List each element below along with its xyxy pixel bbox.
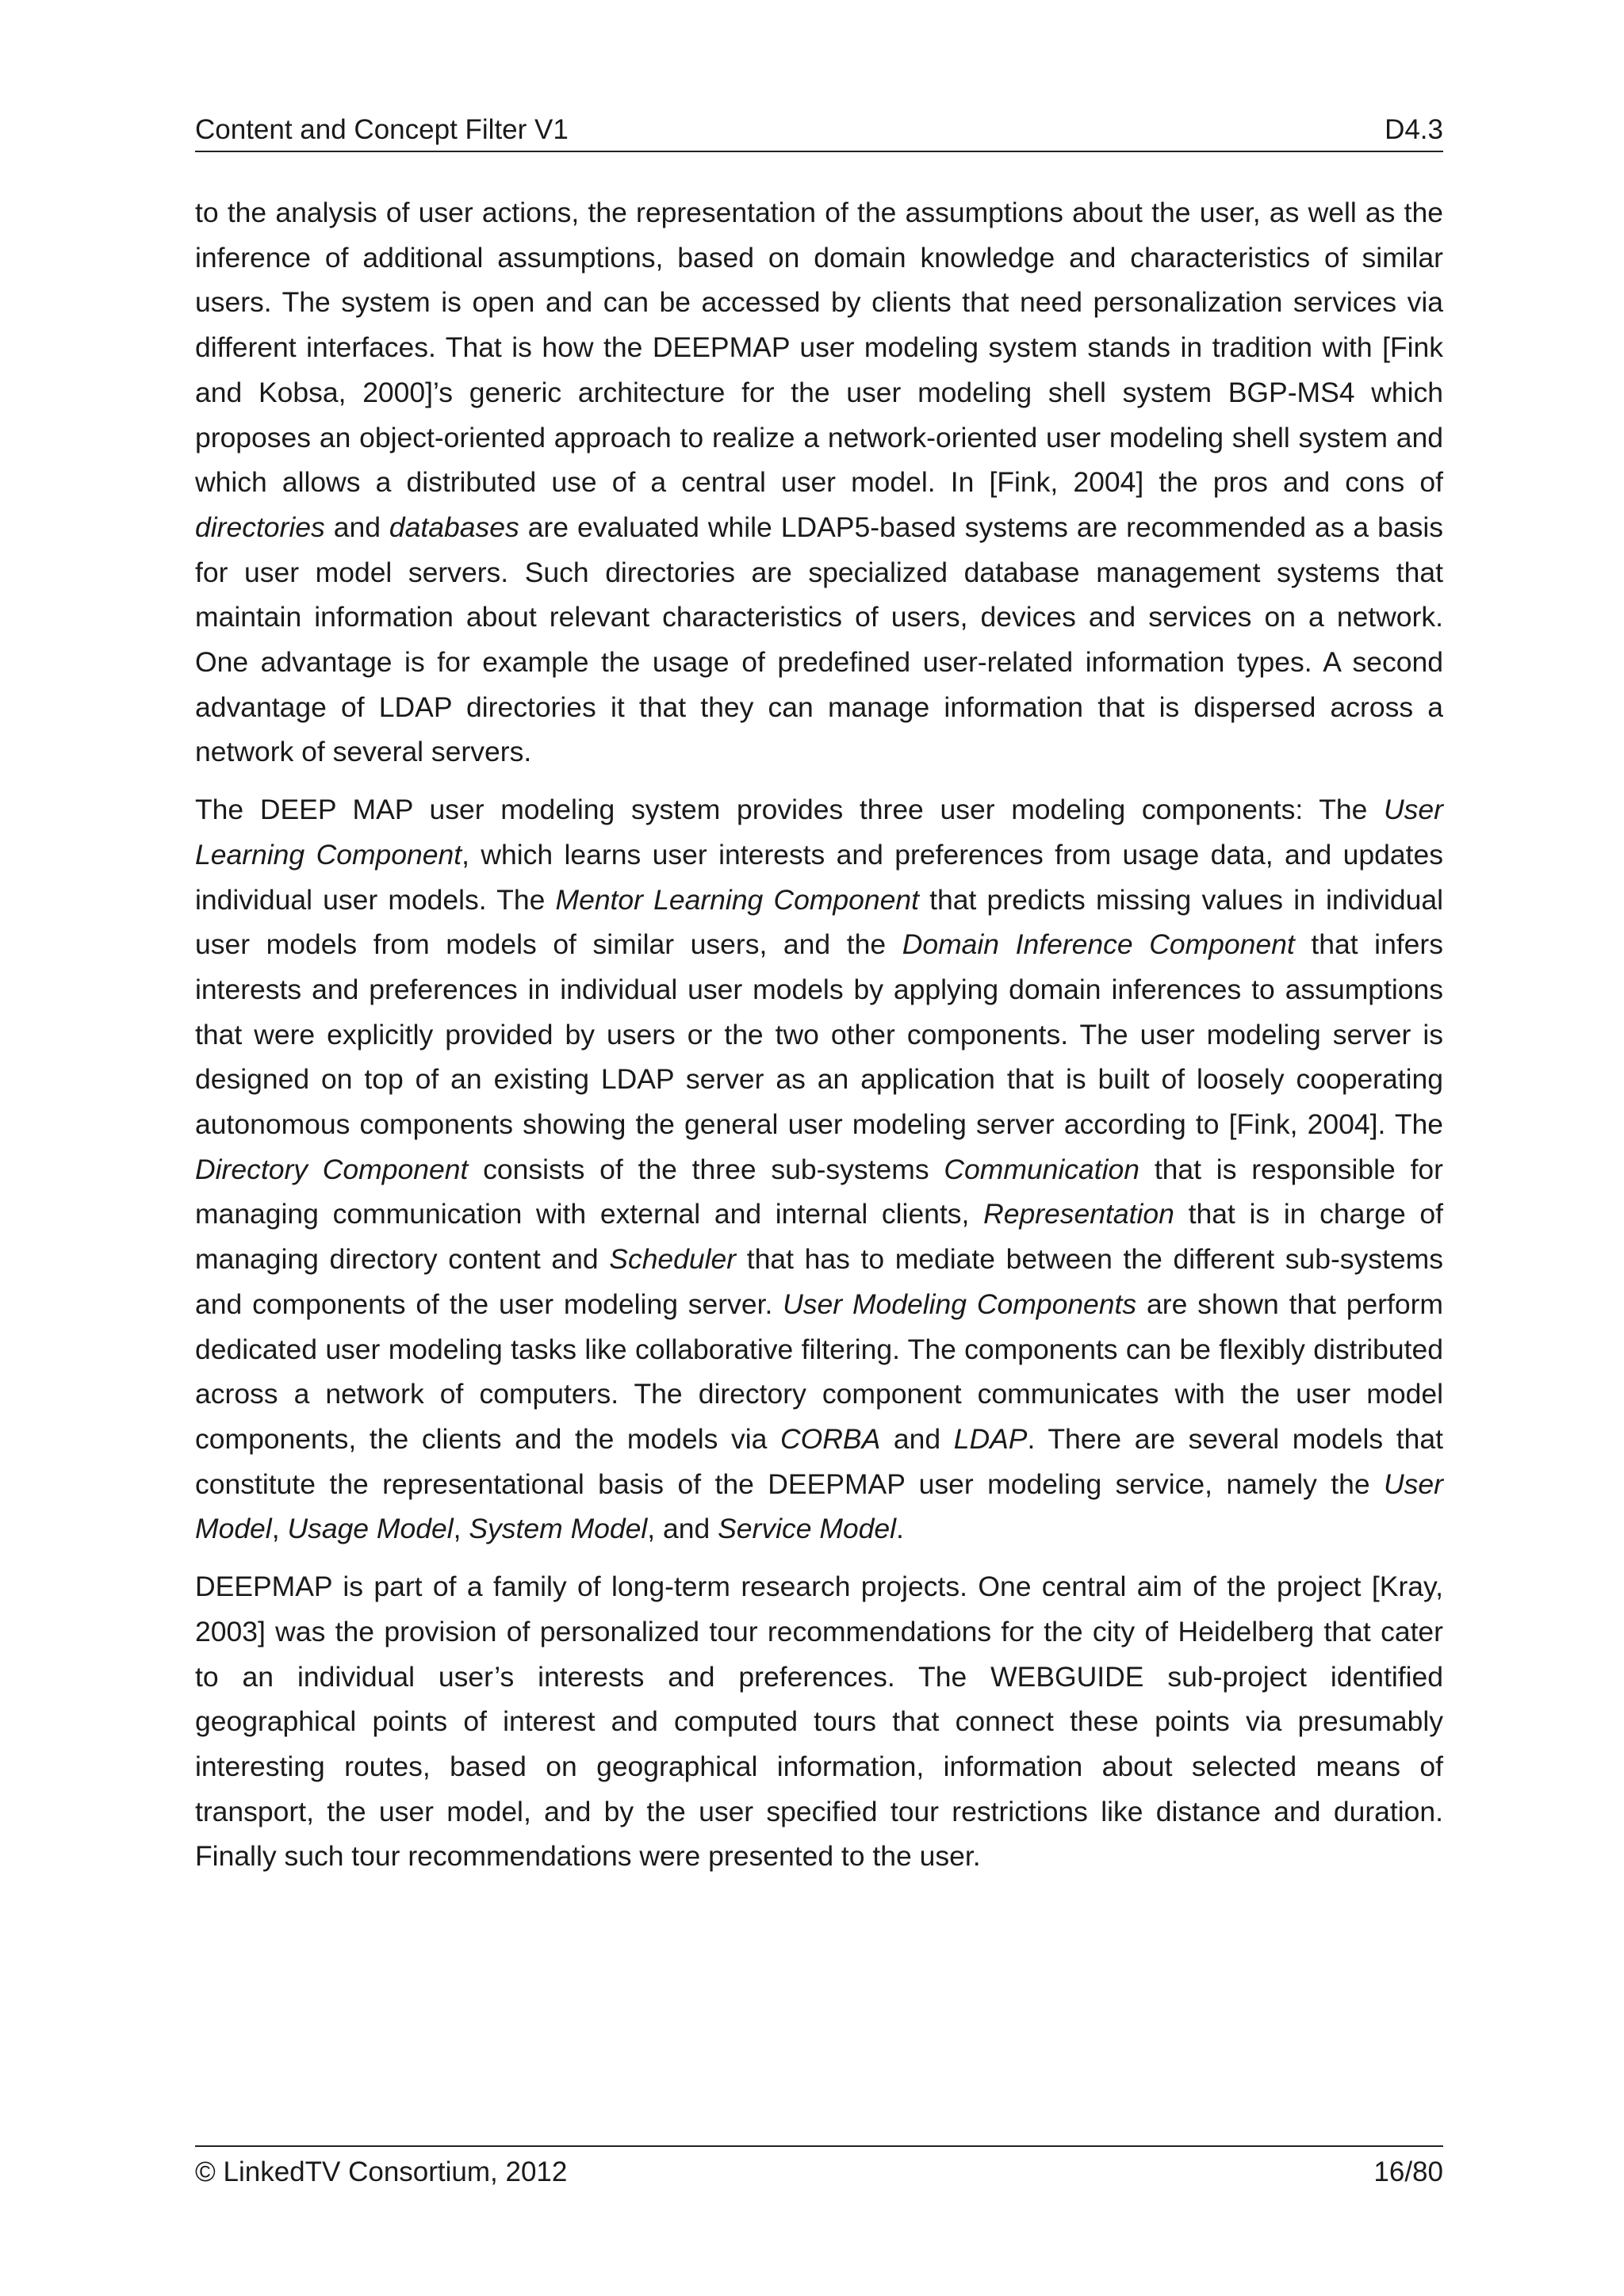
- header-title: Content and Concept Filter V1: [195, 114, 569, 145]
- paragraph-2: [195, 787, 1443, 1552]
- text-run: that predicts missing values in individual user models from models of similar users, and the: [195, 883, 1443, 961]
- text-run: .: [896, 1513, 904, 1545]
- footer-copyright: © LinkedTV Consortium, 2012: [195, 2156, 568, 2187]
- header-doc-id: D4.3: [1385, 114, 1443, 145]
- page-header: [195, 111, 1443, 152]
- italic-term: Domain Inference Component: [902, 928, 1295, 961]
- italic-term: databases: [389, 511, 519, 543]
- text-run: DEEPMAP is part of a family of long-term research projects. One central aim of the project [Kray, 2003] was the provision of personalized tour recommendations for the city of Heidelberg that cater to an individual user’s interests and preferences. The WEBGUIDE sub-project identified geographical points of interest and computed tours that connect these points via presumably interesting routes, based on geographical information, information about selected means of transport, the user model, and by the user specified tour restrictions like distance and duration. Finally such tour recommendations were presented to the user.: [195, 1571, 1443, 1873]
- italic-term: Mentor Learning Component: [555, 883, 919, 916]
- text-run: are evaluated while LDAP5-based systems are recommended as a basis for user model servers. Such directories are specialized database management systems that maintain information about relevant characteristics of users, devices and services on a network. One advantage is for example the usage of predefined user-related information types. A second advantage of LDAP directories it that they can manage information that is dispersed across a network of several servers.: [195, 511, 1443, 768]
- italic-term: Scheduler: [609, 1243, 737, 1276]
- text-run: that is responsible for managing communication with external and internal clients,: [195, 1153, 1443, 1230]
- text-run: that infers interests and preferences in individual user models by applying domain inferences to assumptions that were explicitly provided by users or the two other components. The user modeling server is designed on top of an existing LDAP server as an application that is built of loosely cooperating autonomous components showing the general user modeling server according to [Fink, 2004]. The: [195, 928, 1443, 1141]
- italic-term: Representation: [983, 1198, 1174, 1230]
- italic-term: User Model: [195, 1468, 1443, 1545]
- italic-term: CORBA: [780, 1422, 881, 1455]
- text-run: The DEEP MAP user modeling system provides three user modeling components: The: [195, 794, 1385, 826]
- italic-term: User Learning Component: [195, 794, 1443, 871]
- italic-term: directories: [195, 511, 325, 543]
- text-run: . There are several models that constitute the representational basis of the DEEPMAP user modeling service, namely the: [195, 1422, 1443, 1500]
- text-run: are shown that perform dedicated user modeling tasks like collaborative filtering. The components can be flexibly distributed across a network of computers. The directory component communicates with the user model components, the clients and the models via: [195, 1288, 1444, 1455]
- italic-term: Usage Model: [287, 1513, 454, 1545]
- text-run: and: [880, 1422, 954, 1455]
- italic-term: Directory Component: [195, 1153, 469, 1185]
- body-text: [195, 190, 1443, 1892]
- paragraph-3: [195, 1564, 1443, 1879]
- page-footer: [195, 2145, 1443, 2193]
- text-run: ,: [271, 1513, 288, 1545]
- footer-page-number: 16/80: [1373, 2156, 1443, 2187]
- italic-term: System Model: [469, 1513, 648, 1545]
- italic-term: LDAP: [953, 1422, 1028, 1455]
- paragraph-1: [195, 190, 1443, 775]
- text-run: consists of the three sub-systems: [468, 1153, 944, 1185]
- text-run: , and: [647, 1513, 718, 1545]
- text-run: and: [324, 511, 389, 543]
- italic-term: Communication: [944, 1153, 1140, 1185]
- text-run: that is in charge of managing directory content and: [195, 1198, 1443, 1276]
- text-run: ,: [453, 1513, 469, 1545]
- text-run: to the analysis of user actions, the representation of the assumptions about the user, as well as the inference of additional assumptions, based on domain knowledge and characteristics of similar users. The system is open and can be accessed by clients that need personalization services via different interfaces. That is how the DEEPMAP user modeling system stands in tradition with [Fink and Kobsa, 2000]’s generic architecture for the user modeling shell system BGP-MS4 which proposes an object-oriented approach to realize a network-oriented user modeling shell system and which allows a distributed use of a central user model. In [Fink, 2004] the pros and cons of: [195, 197, 1443, 499]
- italic-term: User Modeling Components: [783, 1288, 1137, 1320]
- text-run: , which learns user interests and preferences from usage data, and updates individual user models. The: [195, 838, 1443, 916]
- text-run: that has to mediate between the different sub-systems and components of the user modeling server.: [195, 1243, 1443, 1320]
- italic-term: Service Model: [718, 1513, 897, 1545]
